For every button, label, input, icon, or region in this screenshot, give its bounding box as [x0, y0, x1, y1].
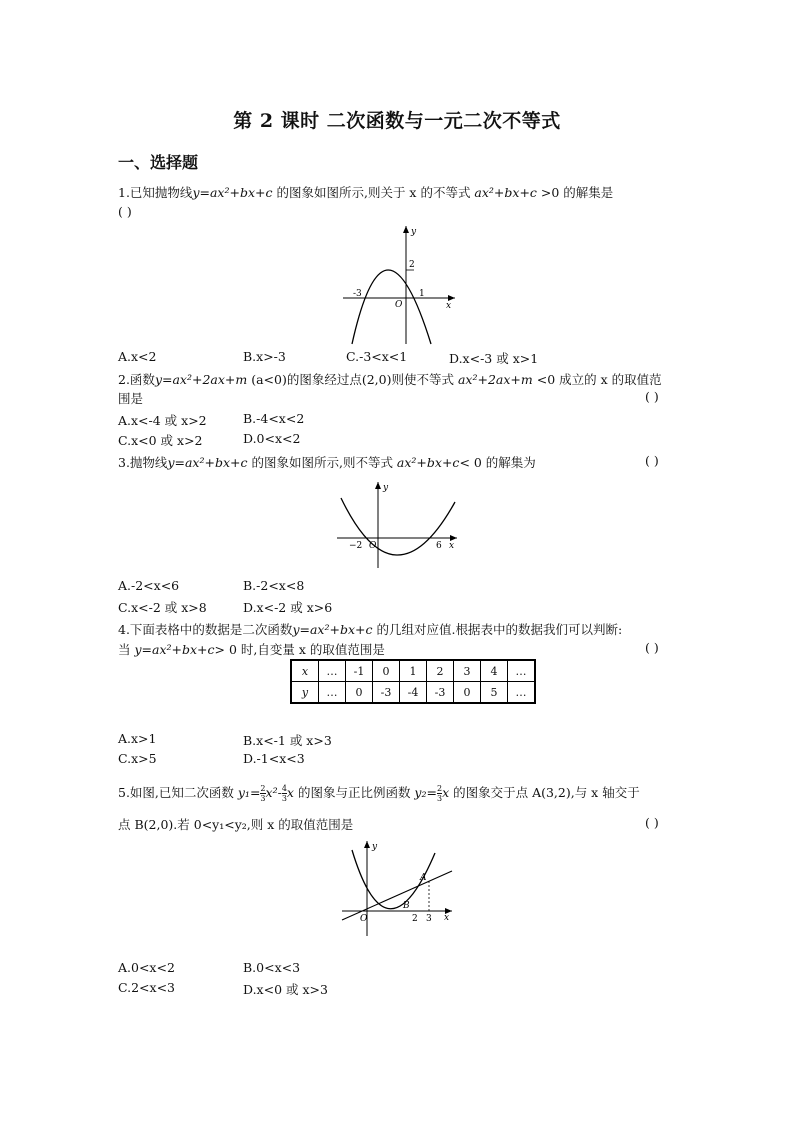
- q4-option-c[interactable]: C.x>5: [118, 751, 157, 766]
- q3-option-c[interactable]: C.x<-2 或 x>8: [118, 600, 207, 615]
- q1-parabola: [352, 270, 431, 344]
- table-cell: …: [319, 660, 346, 682]
- q5-graph: [340, 838, 460, 938]
- q1-answer-paren: ( ): [118, 204, 132, 219]
- q1-y-arrow-icon: [403, 226, 409, 233]
- table-cell: 0: [346, 682, 373, 704]
- fraction: $\frac{4}{3}$: [281, 784, 287, 803]
- q2-option-b[interactable]: B.-4<x<2: [243, 411, 305, 426]
- q3-label-x: x: [449, 541, 455, 551]
- q5-answer-paren: ( ): [645, 815, 659, 830]
- q5-label-3: 3: [426, 914, 432, 924]
- q1-label-1: 1: [419, 289, 425, 299]
- q4-stem: 4.下面表格中的数据是二次函数y=ax²+bx+c 的几组对应值.根据表中的数据我们可以判断:: [118, 622, 623, 637]
- q3-answer-paren: ( ): [645, 453, 659, 468]
- q1-option-a[interactable]: A.x<2: [118, 349, 157, 364]
- table-cell: y: [291, 682, 319, 704]
- table-cell: -3: [373, 682, 400, 704]
- q2-option-c[interactable]: C.x<0 或 x>2: [118, 433, 203, 448]
- q5-option-c[interactable]: C.2<x<3: [118, 980, 175, 995]
- q4-option-a[interactable]: A.x>1: [118, 731, 157, 746]
- section-heading: 一、选择题: [118, 153, 199, 172]
- q2-option-d[interactable]: D.0<x<2: [243, 431, 301, 446]
- q5-option-a[interactable]: A.0<x<2: [118, 960, 175, 975]
- q1-label-y: y: [411, 227, 417, 237]
- q1-option-b[interactable]: B.x>-3: [243, 349, 286, 364]
- table-cell: 0: [373, 660, 400, 682]
- q3-y-arrow-icon: [375, 482, 381, 489]
- fraction: $\frac{2}{3}$: [260, 784, 266, 803]
- table-cell: -3: [427, 682, 454, 704]
- q3-label-origin: O: [369, 541, 377, 551]
- table-cell: …: [508, 660, 536, 682]
- q1-label-origin: O: [395, 300, 403, 310]
- table-cell: 2: [427, 660, 454, 682]
- q1-graph: [335, 222, 465, 347]
- q4-answer-paren: ( ): [645, 640, 659, 655]
- q3-label-6: 6: [436, 541, 442, 551]
- q5-label-2: 2: [412, 914, 418, 924]
- table-cell: 5: [481, 682, 508, 704]
- table-cell: …: [319, 682, 346, 704]
- q2-answer-paren: ( ): [645, 389, 659, 404]
- q1-option-d[interactable]: D.x<-3 或 x>1: [449, 351, 539, 366]
- table-cell: 3: [454, 660, 481, 682]
- q5-label-a: A: [420, 873, 427, 883]
- q1-label-2: 2: [409, 260, 415, 270]
- q2-stem-line2: 围是: [118, 391, 144, 406]
- q3-label-neg2: −2: [349, 541, 363, 551]
- table-cell: x: [291, 660, 319, 682]
- q4-option-b[interactable]: B.x<-1 或 x>3: [243, 733, 332, 748]
- q3-stem: 3.抛物线y=ax²+bx+c 的图象如图所示,则不等式 ax²+bx+c< 0 的解集为: [118, 455, 536, 470]
- q3-option-a[interactable]: A.-2<x<6: [118, 578, 180, 593]
- table-row: [291, 660, 535, 682]
- q5-label-origin: O: [360, 914, 368, 924]
- q3-option-d[interactable]: D.x<-2 或 x>6: [243, 600, 333, 615]
- q1-label-x: x: [446, 301, 452, 311]
- table-row: [291, 682, 535, 704]
- q1-label-neg3: -3: [353, 289, 362, 299]
- q1-option-c[interactable]: C.-3<x<1: [346, 349, 408, 364]
- q5-label-b: B: [403, 901, 410, 911]
- q5-label-x: x: [444, 913, 450, 923]
- table-cell: …: [508, 682, 536, 704]
- table-cell: -1: [346, 660, 373, 682]
- q5-stem-line2: 点 B(2,0).若 0<y₁<y₂,则 x 的取值范围是: [118, 817, 354, 832]
- q4-stem-line2: 当 y=ax²+bx+c> 0 时,自变量 x 的取值范围是: [118, 642, 385, 657]
- q4-value-table: [290, 659, 536, 704]
- q5-option-d[interactable]: D.x<0 或 x>3: [243, 982, 328, 997]
- q2-stem: 2.函数y=ax²+2ax+m (a<0)的图象经过点(2,0)则使不等式 ax²+2ax+m <0 成立的 x 的取值范: [118, 372, 662, 387]
- q1-stem: 1.已知抛物线y=ax²+bx+c 的图象如图所示,则关于 x 的不等式 ax²+bx+c >0 的解集是: [118, 185, 614, 200]
- fraction: $\frac{2}{3}$: [436, 784, 443, 803]
- q3-option-b[interactable]: B.-2<x<8: [243, 578, 305, 593]
- q5-option-b[interactable]: B.0<x<3: [243, 960, 301, 975]
- table-cell: -4: [400, 682, 427, 704]
- page-title: 第 2 课时 二次函数与一元二次不等式: [233, 110, 561, 132]
- q5-y-arrow-icon: [364, 841, 370, 848]
- q5-label-y: y: [372, 842, 378, 852]
- q5-stem: 5.如图,已知二次函数 y₁= $\frac{2}{3}$ x²- $\frac{4}{3}$ x 的图象与正比例函数 y₂= $\frac{2}{3}$ x 的图象交于点 A(3,2),与 x 轴交于: [118, 784, 640, 803]
- table-cell: 0: [454, 682, 481, 704]
- q5-line: [342, 871, 452, 920]
- q3-graph: [333, 478, 463, 570]
- q2-option-a[interactable]: A.x<-4 或 x>2: [118, 413, 207, 428]
- table-cell: 4: [481, 660, 508, 682]
- q3-label-y: y: [383, 483, 389, 493]
- q4-option-d[interactable]: D.-1<x<3: [243, 751, 305, 766]
- table-cell: 1: [400, 660, 427, 682]
